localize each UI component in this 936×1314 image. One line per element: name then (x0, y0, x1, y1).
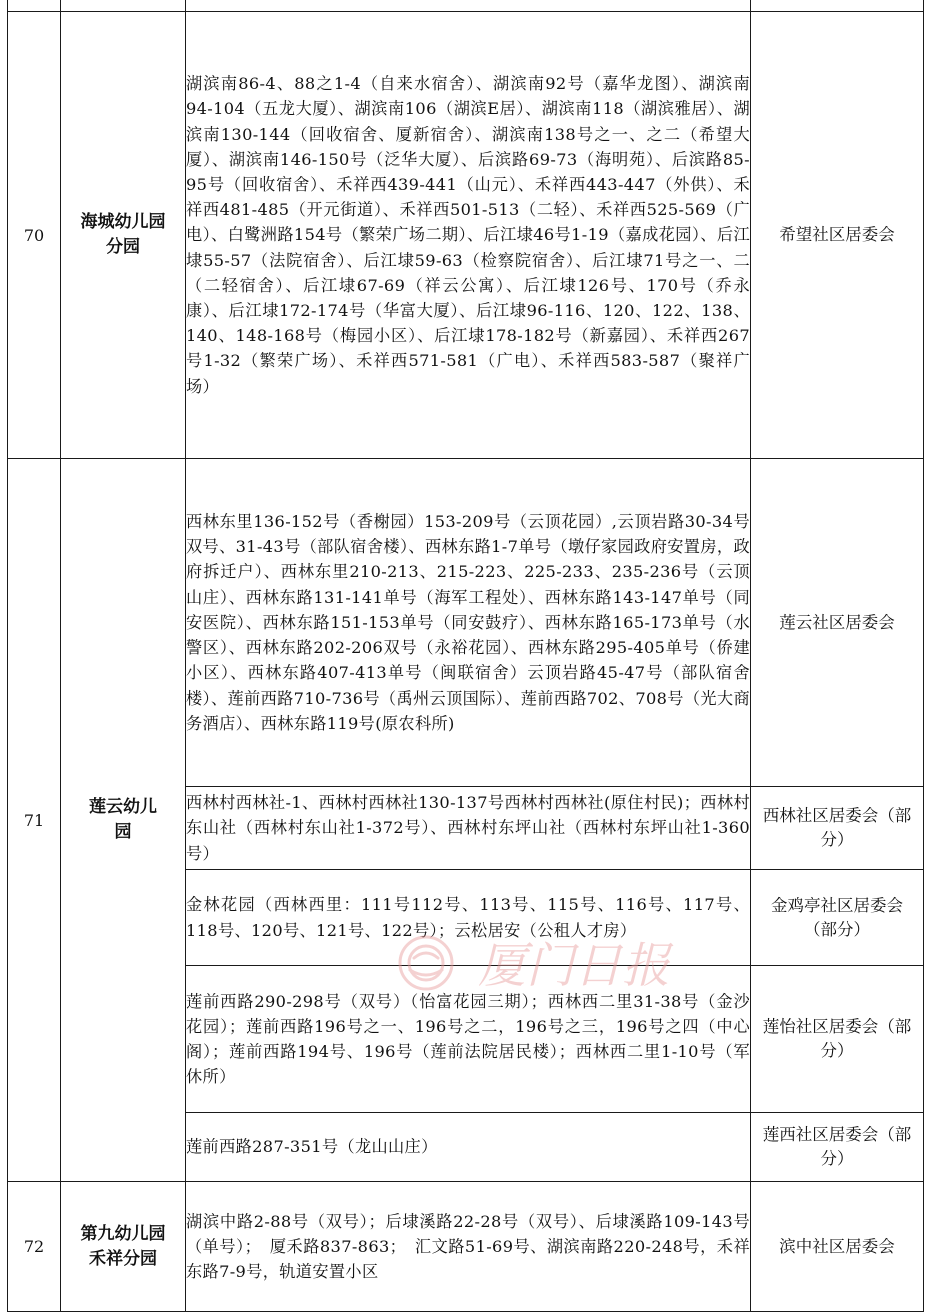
community-text: 金鸡亭社区居委会（部分） (771, 895, 903, 939)
community-cell (751, 787, 924, 870)
address-cell: 金林花园（西林西里：111号112号、113号、115号、116号、117号、118号、120号、121号、122号）；云松居安（公租人才房） (186, 870, 751, 966)
row-number: 70 (8, 12, 61, 459)
table-row (8, 459, 924, 787)
school-name-text: 海城幼儿园分园 (80, 212, 166, 257)
address-cell: 莲前西路290-298号（双号）（怡富花园三期）；西林西二里31-38号（金沙花园）；莲前西路196号之一、196号之二，196号之三，196号之四（中心阁）；莲前西路194号、196号（莲前法院居民楼）；西林西二里1-10号（军休所） (186, 966, 751, 1113)
community-cell (751, 870, 924, 966)
school-name (61, 12, 186, 459)
row-number: 72 (8, 1182, 61, 1312)
table-row (8, 1182, 924, 1312)
community-cell (751, 1113, 924, 1182)
row-number (8, 0, 61, 12)
community-cell (751, 966, 924, 1113)
address-cell (186, 0, 751, 12)
row-number: 71 (8, 459, 61, 1182)
address-cell: 西林东里136-152号（香榭园）153-209号（云顶花园）,云顶岩路30-34号双号、31-43号（部队宿舍楼）、西林东路1-7单号（墩仔家园政府安置房，政府拆迁户）、西林东里210-213、215-223、225-233、235-236号（云顶山庄）、西林东路131-141单号（海军工程处）、西林东路143-147单号（同安医院）、西林东路151-153单号（同安鼓疗）、西林东路165-173单号（水警区）、西林东路202-206双号（永裕花园）、西林东路295-405单号（侨建小区）、西林东路407-413单号（闽联宿舍）云顶岩路45-47号（部队宿舍楼）、莲前西路710-736号（禹州云顶国际）、莲前西路702、708号（光大商务酒店）、西林东路119号(原农科所) (186, 459, 751, 787)
community-cell: 莲云社区居委会 (751, 459, 924, 787)
school-name (61, 459, 186, 1182)
school-name (61, 0, 186, 12)
school-name (61, 1182, 186, 1312)
watermark-text: 厦门日报 (478, 938, 671, 994)
address-cell: 湖滨南86-4、88之1-4（自来水宿舍）、湖滨南92号（嘉华龙图）、湖滨南94-104（五龙大厦）、湖滨南106（湖滨E居）、湖滨南118（湖滨雅居）、湖滨南130-144（回收宿舍、厦新宿舍）、湖滨南138号之一、之二（希望大厦）、湖滨南146-150号（泛华大厦）、后滨路69-73（海明苑）、后滨路85-95号（回收宿舍）、禾祥西439-441（山元）、禾祥西443-447（外供）、禾祥西481-485（开元街道）、禾祥西501-513（二轻）、禾祥西525-569（广电）、白鹭洲路154号（繁荣广场二期）、后江埭46号1-19（嘉成花园）、后江埭55-57（法院宿舍）、后江埭59-63（检察院宿舍）、后江埭71号之一、二（二轻宿舍）、后江埭67-69（祥云公寓）、后江埭126号、170号（乔永康）、后江埭172-174号（华富大厦）、后江埭96-116、120、122、138、140、148-168号（梅园小区）、后江埭178-182号（新嘉园）、禾祥西267号1-32（繁荣广场）、禾祥西571-581（广电）、禾祥西583-587（聚祥广场） (186, 12, 751, 459)
community-text: 西林社区居委会（部分） (762, 806, 912, 849)
school-name-text: 第九幼儿园禾祥分园 (80, 1223, 166, 1269)
address-cell: 西林村西林社-1、西林村西林社130-137号西林村西林社(原住村民)；西林村东山社（西林村东山社1-372号）、西林村东坪山社（西林村东坪山社1-360号） (186, 787, 751, 870)
community-cell (751, 0, 924, 12)
community-text: 莲西社区居委会（部分） (762, 1125, 912, 1168)
community-cell: 滨中社区居委会 (751, 1182, 924, 1312)
community-text: 莲怡社区居委会（部分） (762, 1017, 912, 1060)
community-cell: 希望社区居委会 (751, 12, 924, 459)
allocation-table (7, 0, 924, 1312)
address-cell: 莲前西路287-351号（龙山山庄） (186, 1113, 751, 1182)
table-row (8, 12, 924, 459)
table-row (8, 0, 924, 12)
address-cell: 湖滨中路2-88号（双号）；后埭溪路22-28号（双号）、后埭溪路109-143号（单号）； 厦禾路837-863； 汇文路51-69号、湖滨南路220-248号，禾祥东路7-9号，轨道安置小区 (186, 1182, 751, 1312)
school-name-text: 莲云幼儿园 (89, 797, 157, 842)
